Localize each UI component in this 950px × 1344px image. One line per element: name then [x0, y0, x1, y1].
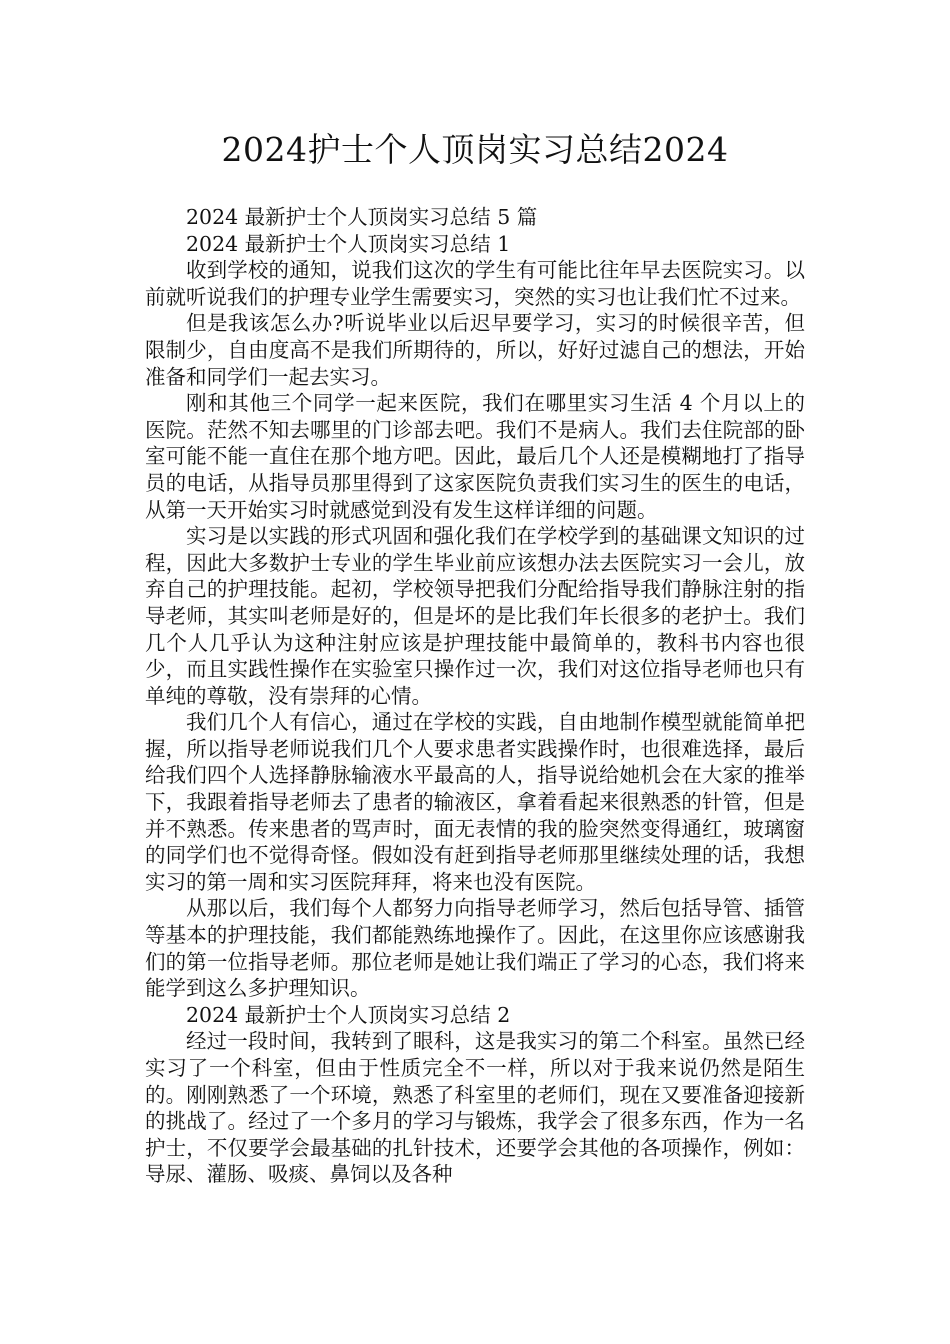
paragraph: 收到学校的通知，说我们这次的学生有可能比往年早去医院实习。以前就听说我们的护理专业学生需要实习，突然的实习也让我们忙不过来。 — [145, 258, 805, 309]
document-body — [145, 204, 805, 1188]
paragraph: 但是我该怎么办?听说毕业以后迟早要学习，实习的时候很辛苦，但限制少，自由度高不是我们所期待的，所以，好好过滤自己的想法，开始准备和同学们一起去实习。 — [145, 311, 805, 389]
paragraph: 从那以后，我们每个人都努力向指导老师学习，然后包括导管、插管等基本的护理技能，我们都能熟练地操作了。因此，在这里你应该感谢我们的第一位指导老师。那位老师是她让我们端正了学习的心态，我们将来能学到这么多护理知识。 — [145, 896, 805, 1001]
document-page — [145, 128, 805, 1188]
section-heading-2: 2024 最新护士个人顶岗实习总结 2 — [186, 1002, 511, 1027]
paragraph: 我们几个人有信心，通过在学校的实践，自由地制作模型就能简单把握，所以指导老师说我们几个人要求患者实践操作时，也很难选择，最后给我们四个人选择静脉输液水平最高的人，指导说给她机会在大家的推举下，我跟着指导老师去了患者的输液区，拿着看起来很熟悉的针管，但是并不熟悉。传来患者的骂声时，面无表情的我的脸突然变得通红，玻璃窗的同学们也不觉得奇怪。假如没有赶到指导老师那里继续处理的话，我想实习的第一周和实习医院拜拜，将来也没有医院。 — [145, 710, 805, 894]
document-title: 2024护士个人顶岗实习总结2024 — [221, 130, 729, 169]
paragraph: 实习是以实践的形式巩固和强化我们在学校学到的基础课文知识的过程，因此大多数护士专业的学生毕业前应该想办法去医院实习一会儿，放弃自己的护理技能。起初，学校领导把我们分配给指导我们静脉注射的指导老师，其实叫老师是好的，但是坏的是比我们年长很多的老护士。我们几个人几乎认为这种注射应该是护理技能中最简单的，教科书内容也很少，而且实践性操作在实验室只操作过一次，我们对这位指导老师也只有单纯的尊敬，没有崇拜的心情。 — [145, 524, 805, 708]
section-heading-1: 2024 最新护士个人顶岗实习总结 1 — [186, 231, 511, 256]
paragraph: 刚和其他三个同学一起来医院，我们在哪里实习生活 4 个月以上的医院。茫然不知去哪里的门诊部去吧。我们不是病人。我们去住院部的卧室可能不能一直住在那个地方吧。因此，最后几个人还是模糊地打了指导员的电话，从指导员那里得到了这家医院负责我们实习生的医生的电话，从第一天开始实习时就感觉到没有发生这样详细的问题。 — [145, 391, 805, 522]
paragraph: 经过一段时间，我转到了眼科，这是我实习的第二个科室。虽然已经实习了一个科室，但由于性质完全不一样，所以对于我来说仍然是陌生的。刚刚熟悉了一个环境，熟悉了科室里的老师们，现在又要准备迎接新的挑战了。经过了一个多月的学习与锻炼，我学会了很多东西，作为一名护士，不仅要学会最基础的扎针技术，还要学会其他的各项操作，例如：导尿、灌肠、吸痰、鼻饲以及各种 — [145, 1029, 805, 1187]
subtitle-line: 2024 最新护士个人顶岗实习总结 5 篇 — [186, 205, 538, 229]
